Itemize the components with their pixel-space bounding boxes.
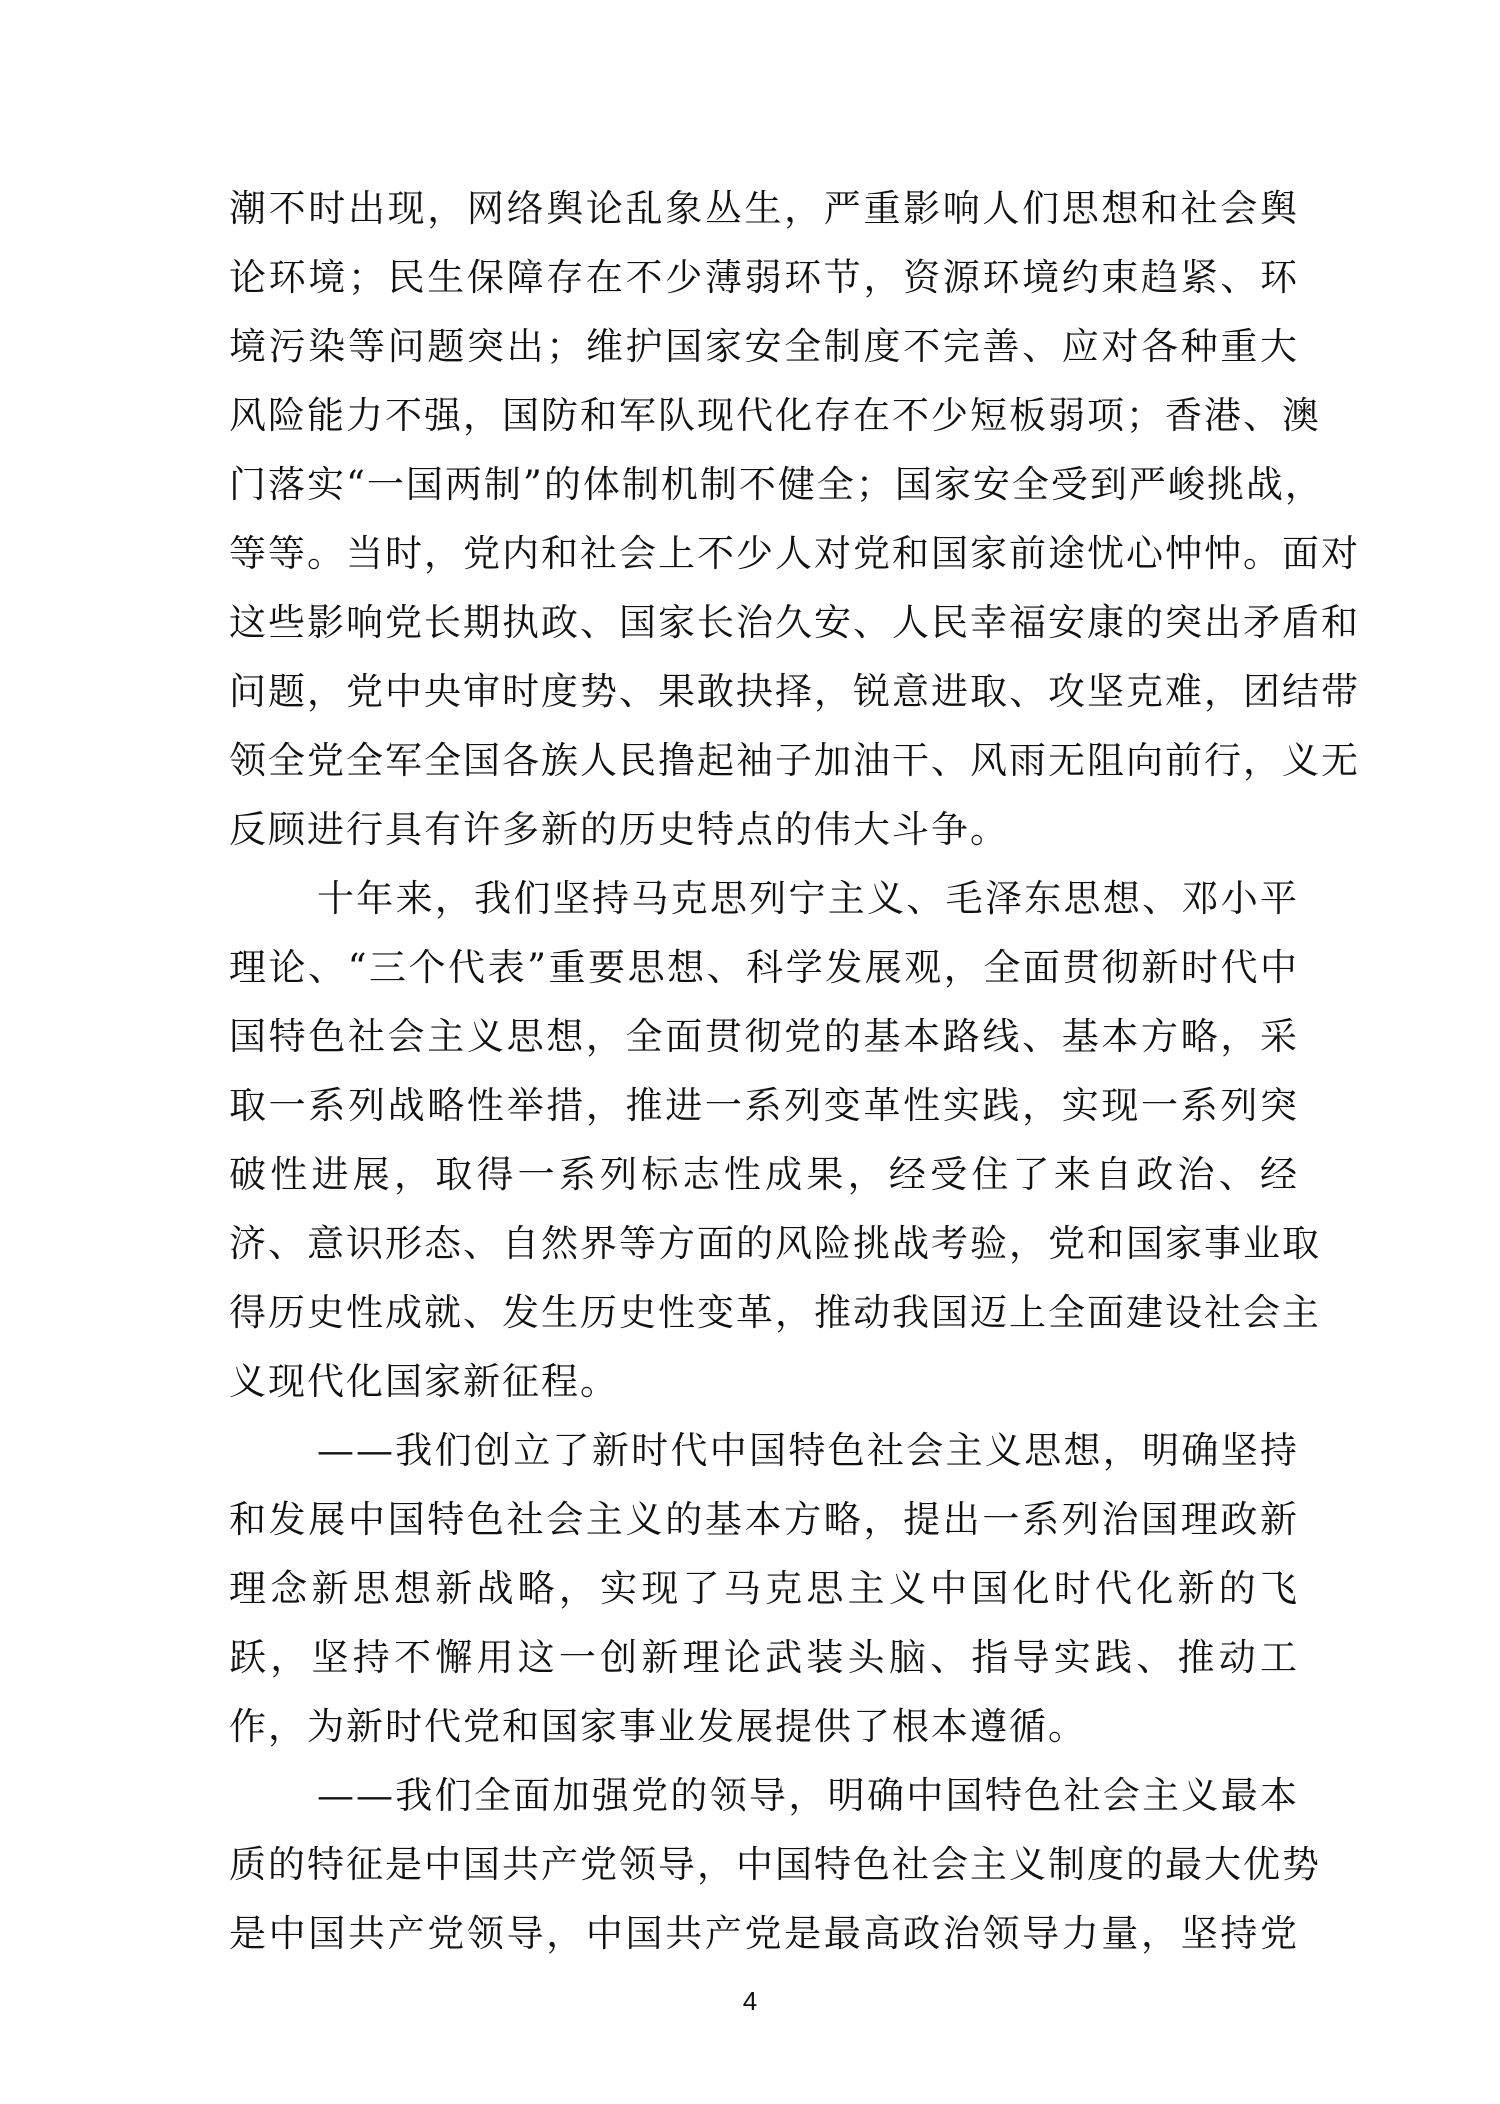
text-line: 得历史性成就、发生历史性变革，推动我国迈上全面建设社会主 <box>229 1291 1321 1334</box>
text-line: 门落实“一国两制”的体制机制不健全；国家安全受到严峻挑战， <box>229 463 1324 506</box>
text-line: 问题，党中央审时度势、果敢抉择，锐意进取、攻坚克难，团结带 <box>229 670 1360 713</box>
text-line: 论环境；民生保障存在不少薄弱环节，资源环境约束趋紧、环 <box>229 256 1299 299</box>
text-line: 等等。当时，党内和社会上不少人对党和国家前途忧心忡忡。面对 <box>229 532 1360 575</box>
text-line: 风险能力不强，国防和军队现代化存在不少短板弱项；香港、澳 <box>229 394 1321 437</box>
text-line: 是中国共产党领导，中国共产党是最高政治领导力量，坚持党 <box>229 1912 1299 1955</box>
text-line: 作，为新时代党和国家事业发展提供了根本遵循。 <box>229 1705 1087 1748</box>
page-number: 4 <box>742 1986 758 2016</box>
text-line: 潮不时出现，网络舆论乱象丛生，严重影响人们思想和社会舆 <box>229 187 1299 230</box>
text-line: 这些影响党长期执政、国家长治久安、人民幸福安康的突出矛盾和 <box>229 601 1360 644</box>
text-line: 反顾进行具有许多新的历史特点的伟大斗争。 <box>229 808 1009 851</box>
text-line: 国特色社会主义思想，全面贯彻党的基本路线、基本方略，采 <box>229 1015 1299 1058</box>
text-line: 理念新思想新战略，实现了马克思主义中国化时代化新的飞 <box>229 1567 1299 1610</box>
text-line: 境污染等问题突出；维护国家安全制度不完善、应对各种重大 <box>229 325 1299 368</box>
text-line: ——我们创立了新时代中国特色社会主义思想，明确坚持 <box>317 1429 1299 1472</box>
text-line: 义现代化国家新征程。 <box>229 1360 619 1403</box>
text-line: 领全党全军全国各族人民撸起袖子加油干、风雨无阻向前行，义无 <box>229 739 1360 782</box>
text-line: 取一系列战略性举措，推进一系列变革性实践，实现一系列突 <box>229 1084 1299 1127</box>
text-line: 质的特征是中国共产党领导，中国特色社会主义制度的最大优势 <box>229 1843 1321 1886</box>
text-line: 跃，坚持不懈用这一创新理论武装头脑、指导实践、推动工 <box>229 1636 1299 1679</box>
document-body <box>229 174 1360 1968</box>
text-line: 十年来，我们坚持马克思列宁主义、毛泽东思想、邓小平 <box>317 877 1299 920</box>
text-line: 破性进展，取得一系列标志性成果，经受住了来自政治、经 <box>229 1153 1299 1196</box>
text-line: ——我们全面加强党的领导，明确中国特色社会主义最本 <box>317 1774 1299 1817</box>
text-line: 济、意识形态、自然界等方面的风险挑战考验，党和国家事业取 <box>229 1222 1321 1265</box>
text-line: 和发展中国特色社会主义的基本方略，提出一系列治国理政新 <box>229 1498 1299 1541</box>
text-line: 理论、“三个代表”重要思想、科学发展观，全面贯彻新时代中 <box>229 946 1299 989</box>
